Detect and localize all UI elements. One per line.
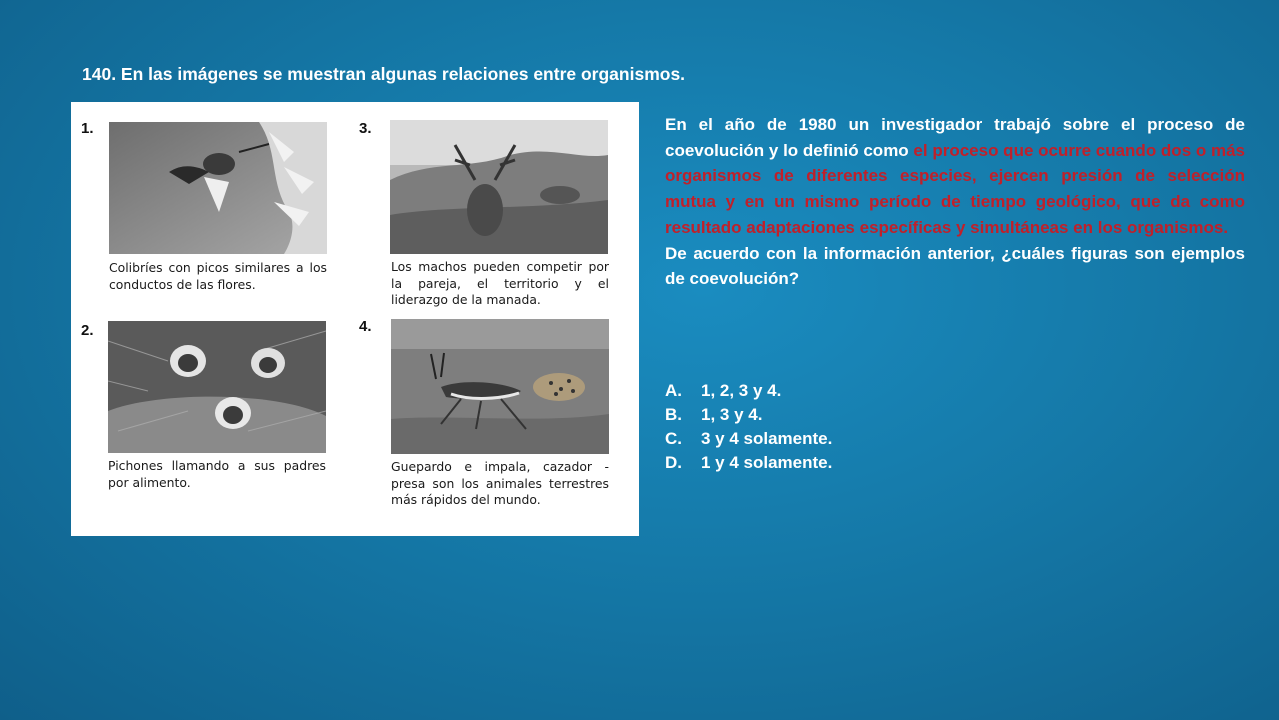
- option-c[interactable]: [665, 427, 832, 451]
- option-d-text: 1 y 4 solamente.: [701, 453, 833, 472]
- cheetah-impala-photo: [391, 319, 609, 454]
- question-stem: [665, 112, 1245, 292]
- option-a-letter: A.: [665, 381, 682, 400]
- question-prompt: De acuerdo con la información anterior, ¿cuáles figuras son ejemplos de coevolución?: [665, 243, 1245, 289]
- stem-intro: En el año de 1980 un investigador trabajó sobre el proceso de coevolución y lo definió como: [665, 115, 1245, 160]
- figure-panel: [71, 102, 639, 536]
- figure-1-number: 1.: [81, 120, 94, 137]
- figure-3-caption: Los machos pueden competir por la pareja, el territorio y el liderazgo de la manada.: [391, 259, 609, 307]
- figure-4-caption: Guepardo e impala, cazador - presa son los animales terrestres más rápidos del mundo.: [391, 459, 609, 507]
- option-a[interactable]: [665, 379, 832, 403]
- question-title: 140. En las imágenes se muestran algunas relaciones entre organismos.: [82, 64, 686, 84]
- option-a-text: 1, 2, 3 y 4.: [701, 381, 782, 400]
- option-b-letter: B.: [665, 405, 682, 424]
- nestling-birds-photo: [108, 321, 326, 453]
- option-d[interactable]: [665, 451, 832, 475]
- option-b[interactable]: [665, 403, 832, 427]
- option-c-text: 3 y 4 solamente.: [701, 429, 833, 448]
- option-b-text: 1, 3 y 4.: [701, 405, 763, 424]
- coevolution-definition: el proceso que ocurre cuando dos o más organismos de diferentes especies, ejercen presión de selección mutua y en un mismo período de tiempo geológico, que da como resultado adaptaciones específicas y simultáneas en los organismos.: [665, 140, 1246, 237]
- figure-4-number: 4.: [359, 318, 372, 335]
- deer-photo: [390, 120, 608, 254]
- figure-2-number: 2.: [81, 322, 94, 339]
- option-d-letter: D.: [665, 453, 682, 472]
- hummingbird-flower-photo: [109, 122, 327, 254]
- figure-3-number: 3.: [359, 120, 372, 137]
- figure-2-caption: Pichones llamando a sus padres por alimento.: [108, 458, 326, 490]
- answer-options: [665, 379, 832, 475]
- option-c-letter: C.: [665, 429, 682, 448]
- figure-1-caption: Colibríes con picos similares a los conductos de las flores.: [109, 260, 327, 292]
